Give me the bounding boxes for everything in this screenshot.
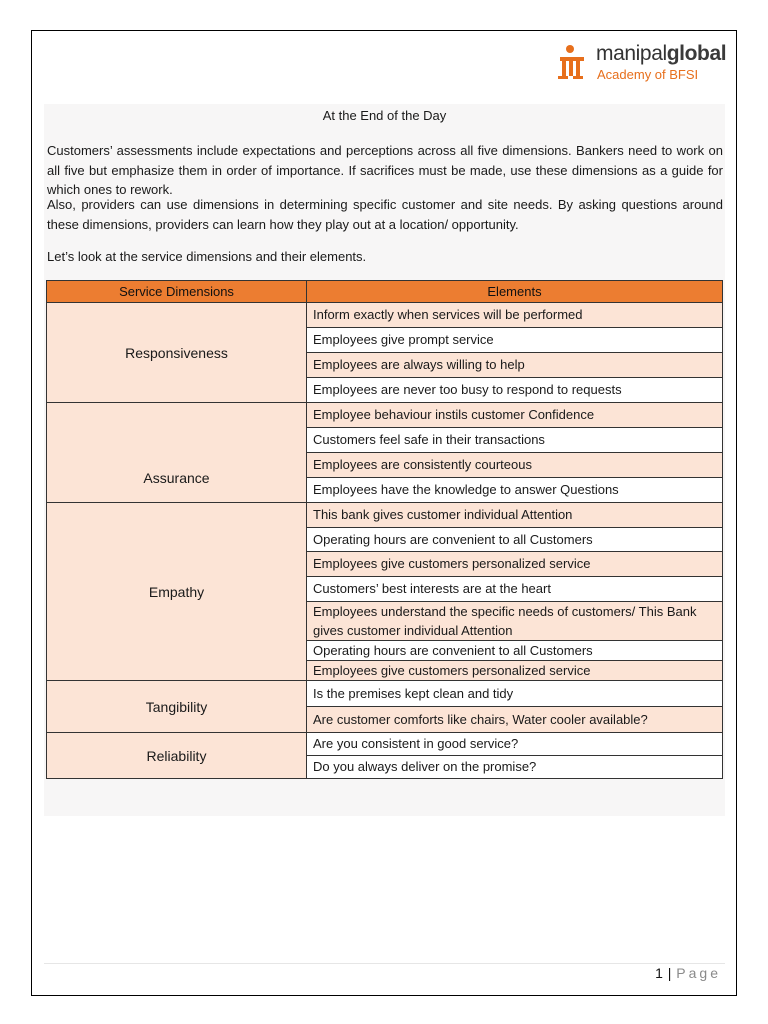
service-dimensions-table xyxy=(46,280,723,779)
dimension-label: Reliability xyxy=(146,747,207,764)
manipal-logo-icon xyxy=(558,44,588,80)
dimension-label: Tangibility xyxy=(145,698,208,715)
element-cell: Operating hours are convenient to all Customers xyxy=(307,528,723,552)
page-separator: | xyxy=(667,965,672,981)
paragraph-intro-table: Let’s look at the service dimensions and their elements. xyxy=(47,249,367,264)
table-row xyxy=(47,503,723,528)
logo-brand-b: global xyxy=(666,42,727,65)
element-cell: Are customer comforts like chairs, Water cooler available? xyxy=(307,707,723,733)
element-cell: Employees give customers personalized service xyxy=(307,552,723,577)
element-cell: Employees give customers personalized service xyxy=(307,661,723,681)
paragraph-assessments: Customers’ assessments include expectations and perceptions across all five dimensions. Bankers need to work on all five but emphasize them in order of importance. If sacrifices must be made, use these dimensions as a guide for which ones to rework. xyxy=(47,143,723,197)
header-service-dimensions: Service Dimensions xyxy=(47,281,307,303)
document-title: At the End of the Day xyxy=(322,108,447,123)
element-cell: Employees are always willing to help xyxy=(307,353,723,378)
table-header-row xyxy=(47,281,723,303)
dimension-label: Responsiveness xyxy=(125,344,228,361)
element-cell: Do you always deliver on the promise? xyxy=(307,756,723,779)
element-cell: Customers’ best interests are at the heart xyxy=(307,577,723,602)
element-cell: Employees have the knowledge to answer Questions xyxy=(307,478,723,503)
footer-divider xyxy=(44,963,725,964)
table-row xyxy=(47,403,723,428)
element-cell: Employees are never too busy to respond to requests xyxy=(307,378,723,403)
dimension-assurance xyxy=(47,403,307,503)
table-row xyxy=(47,733,723,756)
element-cell: Employees understand the specific needs of customers/ This Bank gives customer individual Attention xyxy=(307,602,723,641)
element-cell: Employee behaviour instils customer Confidence xyxy=(307,403,723,428)
logo-brand-text xyxy=(596,42,726,66)
dimension-tangibility xyxy=(47,681,307,733)
element-cell: Employees give prompt service xyxy=(307,328,723,353)
dimension-reliability xyxy=(47,733,307,779)
page-word: Page xyxy=(676,965,721,981)
element-cell: Inform exactly when services will be performed xyxy=(307,303,723,328)
page-footer xyxy=(655,965,721,981)
page-number: 1 xyxy=(655,965,663,981)
element-cell: Employees are consistently courteous xyxy=(307,453,723,478)
dimension-label: Assurance xyxy=(143,469,210,486)
paragraph-providers: Also, providers can use dimensions in determining specific customer and site needs. By asking questions around these dimensions, providers can learn how they play out at a location/ opportunity. xyxy=(47,197,723,232)
logo-subtitle: Academy of BFSI xyxy=(597,67,699,82)
element-cell: Are you consistent in good service? xyxy=(307,733,723,756)
table-row xyxy=(47,681,723,707)
element-cell: Customers feel safe in their transactions xyxy=(307,428,723,453)
manipal-global-logo xyxy=(558,42,728,86)
header-elements: Elements xyxy=(307,281,723,303)
dimension-empathy xyxy=(47,503,307,681)
logo-brand-a: manipal xyxy=(596,42,667,65)
table-row xyxy=(47,303,723,328)
element-cell: This bank gives customer individual Attention xyxy=(307,503,723,528)
element-cell: Is the premises kept clean and tidy xyxy=(307,681,723,707)
dimension-label: Empathy xyxy=(148,583,205,600)
dimension-responsiveness xyxy=(47,303,307,403)
element-cell: Operating hours are convenient to all Customers xyxy=(307,641,723,661)
